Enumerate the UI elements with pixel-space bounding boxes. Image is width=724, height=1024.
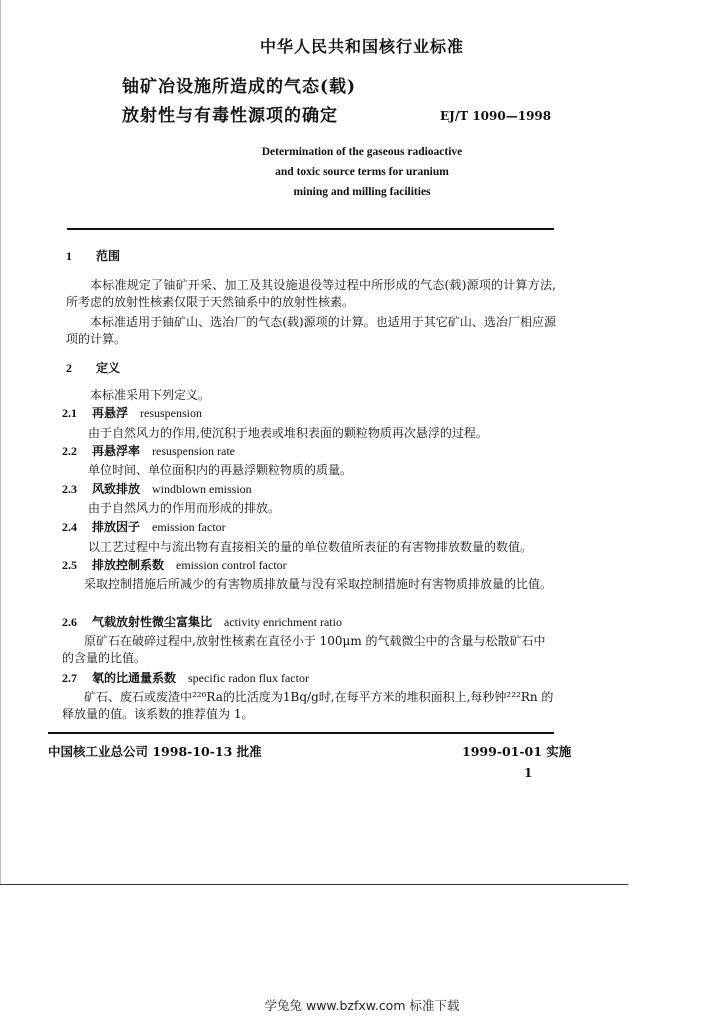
definition-number: 2.3 — [62, 482, 77, 496]
definition-term-cn: 氡的比通量系数 — [92, 671, 177, 685]
watermark-footer: 学兔兔 www.bzfxw.com 标准下载 — [264, 998, 460, 1013]
english-title-line-3: mining and milling facilities — [293, 186, 431, 198]
section-1-paragraph-2: 本标准适用于铀矿山、选冶厂的气态(载)源项的计算。也适用于其它矿山、选冶厂相应源项的计算。 — [66, 315, 556, 346]
section-1-paragraph-1: 本标准规定了铀矿开采、加工及其设施退役等过程中所形成的气态(载)源项的计算方法,所考虑的放射性核素仅限于天然铀系中的放射性核素。 — [66, 278, 556, 309]
definition-term-en: emission factor — [152, 520, 226, 534]
definition-text: 原矿石在破碎过程中,放射性核素在直径小于 100μm 的气载微尘中的含量与松散矿石中的含量的比值。 — [62, 634, 546, 665]
definition-heading — [62, 557, 287, 574]
definition-term-cn: 再悬浮 — [92, 406, 129, 420]
section-1-heading — [66, 248, 120, 265]
definition-term-cn: 排放因子 — [92, 520, 141, 534]
definition-number: 2.1 — [62, 406, 77, 420]
section-1-title: 范围 — [96, 249, 121, 263]
definition-term-en: specific radon flux factor — [188, 671, 309, 685]
definition-text: 由于自然风力的作用,使沉积于地表或堆积表面的颗粒物质再次悬浮的过程。 — [88, 426, 488, 440]
title-line-2: 放射性与有毒性源项的确定 — [122, 106, 338, 126]
definition-term-en: resuspension — [140, 406, 203, 420]
definition-number: 2.4 — [62, 520, 77, 534]
page-bottom-border — [0, 884, 628, 885]
definition-heading — [62, 405, 202, 422]
definition-number: 2.2 — [62, 444, 77, 458]
definition-heading — [62, 481, 252, 498]
title-line-1: 铀矿冶设施所造成的气态(载) — [122, 77, 357, 97]
approval-line: 中国核工业总公司 1998-10-13 批准 — [48, 744, 262, 759]
section-2-intro: 本标准采用下列定义。 — [90, 388, 211, 402]
definition-term-en: resuspension rate — [152, 444, 235, 458]
standard-number: EJ/T 1090—1998 — [440, 109, 552, 123]
header-divider — [67, 228, 554, 230]
section-2-number: 2 — [66, 361, 72, 375]
definition-text: 单位时间、单位面积内的再悬浮颗粒物质的质量。 — [88, 463, 353, 477]
effective-date: 1999-01-01 实施 — [462, 744, 572, 759]
section-1-number: 1 — [66, 249, 72, 263]
definition-number: 2.5 — [62, 558, 77, 572]
definition-text: 由于自然风力的作用而形成的排放。 — [88, 501, 281, 515]
definition-text: 矿石、废石或废渣中²²⁶Ra的比活度为1Bq/g时,在每平方米的堆积面积上,每秒钟²²²Rn 的释放量的值。该系数的推荐值为 1。 — [62, 690, 554, 721]
definition-heading — [62, 614, 342, 631]
footer-divider — [48, 732, 554, 734]
definition-heading — [62, 670, 309, 687]
definition-heading — [62, 519, 226, 536]
definition-heading — [62, 443, 235, 460]
definition-term-en: activity enrichment ratio — [224, 615, 342, 629]
english-title-line-2: and toxic source terms for uranium — [275, 166, 449, 178]
english-title-line-1: Determination of the gaseous radioactive — [261, 146, 463, 158]
definition-term-cn: 再悬浮率 — [92, 444, 141, 458]
page-number: 1 — [524, 766, 533, 780]
definition-term-en: windblown emission — [152, 482, 252, 496]
section-2-title: 定义 — [96, 361, 121, 375]
definition-term-cn: 排放控制系数 — [92, 558, 165, 572]
definition-number: 2.6 — [62, 615, 77, 629]
definition-term-cn: 风致排放 — [92, 482, 141, 496]
definition-term-en: emission control factor — [176, 558, 287, 572]
page-edge-line — [0, 0, 1, 884]
definition-term-cn: 气载放射性微尘富集比 — [92, 615, 213, 629]
definition-text: 以工艺过程中与流出物有直接相关的量的单位数值所表征的有害物排放数量的数值。 — [88, 540, 533, 554]
definition-text: 采取控制措施后所减少的有害物质排放量与没有采取控制措施时有害物质排放量的比值。 — [84, 577, 553, 591]
definition-number: 2.7 — [62, 671, 77, 685]
issuer-heading: 中华人民共和国核行业标准 — [259, 37, 464, 56]
section-2-heading — [66, 360, 120, 377]
